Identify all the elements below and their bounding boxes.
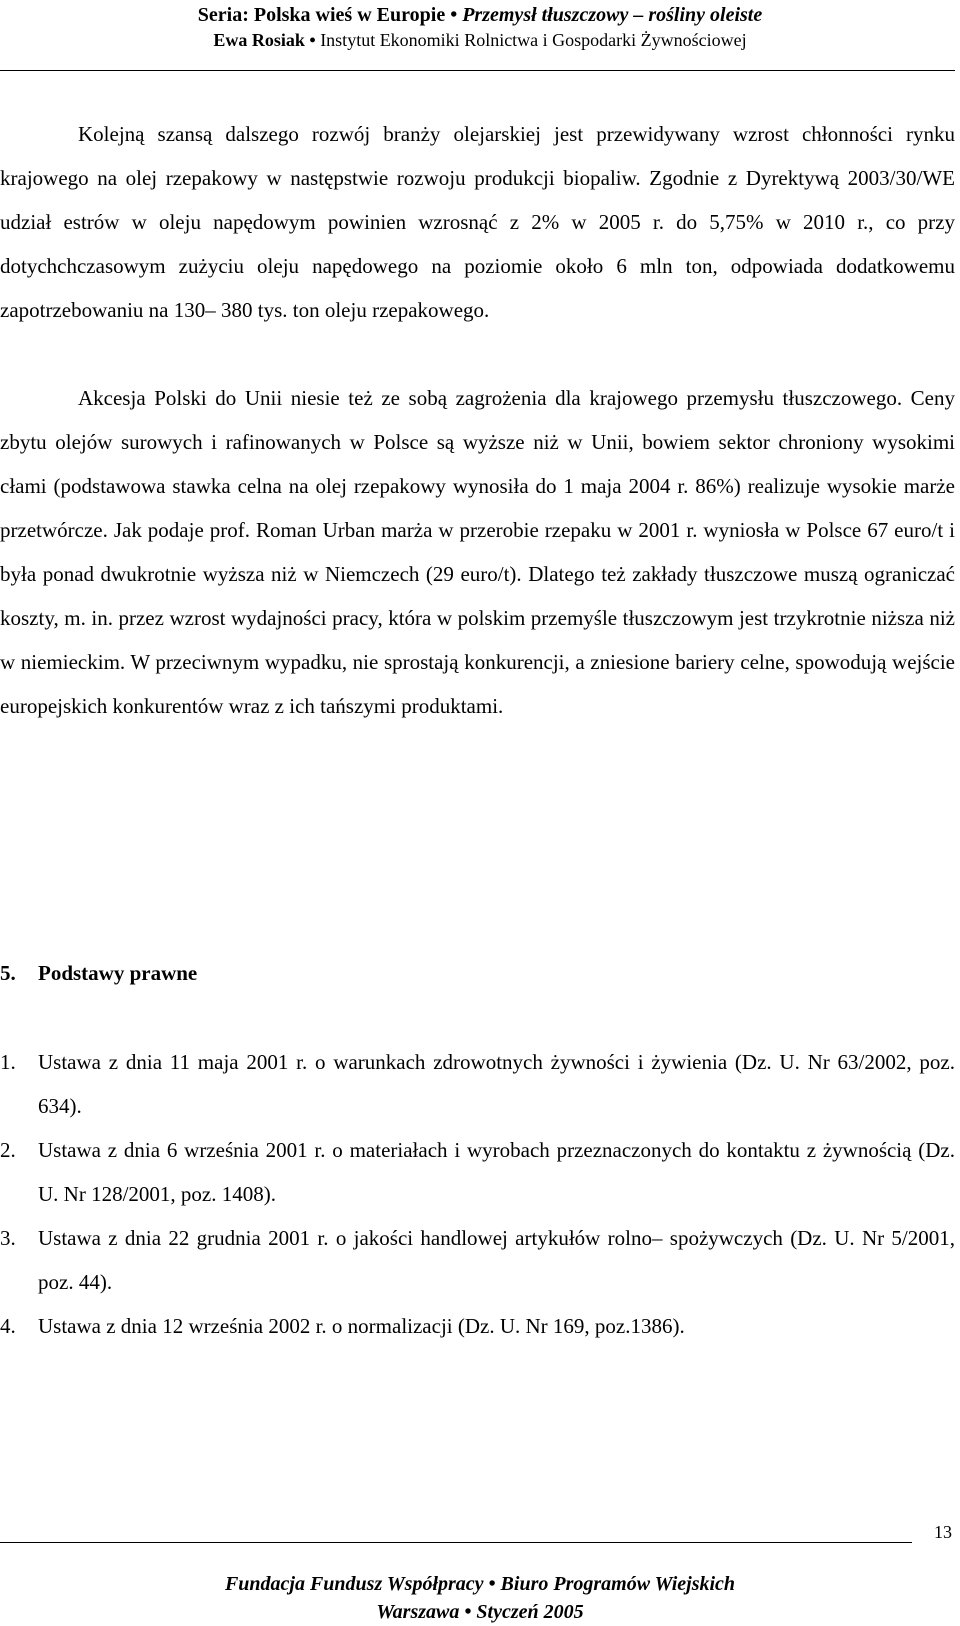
list-item-text: Ustawa z dnia 11 maja 2001 r. o warunkach zdrowotnych żywności i żywienia (Dz. U. Nr 63/2002, poz. 634). <box>38 1050 955 1118</box>
header-rule <box>0 70 955 71</box>
header-author: Ewa Rosiak <box>213 30 305 50</box>
list-item-text: Ustawa z dnia 12 września 2002 r. o normalizacji (Dz. U. Nr 169, poz.1386). <box>38 1314 685 1338</box>
page-number: 13 <box>934 1522 952 1542</box>
page-footer <box>0 1570 960 1626</box>
list-item-number: 2. <box>0 1138 16 1162</box>
header-series-label: Seria: Polska wieś w Europie <box>197 4 446 26</box>
header-series-topic: Przemysł tłuszczowy – rośliny oleiste <box>462 4 763 26</box>
list-item-number: 1. <box>0 1050 16 1074</box>
footer-rule <box>0 1542 912 1543</box>
list-item-number: 3. <box>0 1226 16 1250</box>
footer-line-1 <box>0 1570 960 1598</box>
list-item <box>0 1128 955 1216</box>
paragraph-eu-accession: Akcesja Polski do Unii niesie też ze sobą zagrożenia dla krajowego przemysłu tłuszczowego. Ceny zbytu olejów surowych i rafinowanych w Polsce są wyższe niż w Unii, bowiem sektor chroniony wysokimi cłami (podstawowa stawka celna na olej rzepakowy wynosiła do 1 maja 2004 r. 86%) realizuje wysokie marże przetwórcze. Jak podaje prof. Roman Urban marża w przerobie rzepaku w 2001 r. wyniosła w Polsce 67 euro/t i była ponad dwukrotnie wyższa niż w Niemczech (29 euro/t). Dlatego też zakłady tłuszczowe muszą ograniczać koszty, m. in. przez wzrost wydajności pracy, która w polskim przemyśle tłuszczowym jest trzykrotnie niższa niż w niemieckim. W przeciwnym wypadku, nie sprostają konkurencji, a zniesione bariery celne, spowodują wejście europejskich konkurentów wraz z ich tańszymi produktami. <box>0 386 955 718</box>
list-item <box>0 1304 955 1348</box>
section-title: Podstawy prawne <box>38 961 198 985</box>
footer-line-2 <box>0 1598 960 1626</box>
header-series-line <box>0 2 960 28</box>
footer-office: Biuro Programów Wiejskich <box>500 1573 736 1595</box>
section-number: 5. <box>0 961 16 985</box>
header-author-line <box>0 28 960 52</box>
header-institute: Instytut Ekonomiki Rolnictwa i Gospodarki Żywnościowej <box>320 30 747 50</box>
section-heading <box>0 958 197 988</box>
list-item-text: Ustawa z dnia 22 grudnia 2001 r. o jakości handlowej artykułów rolno– spożywczych (Dz. U. Nr 5/2001, poz. 44). <box>38 1226 955 1294</box>
footer-date: Styczeń 2005 <box>476 1601 584 1623</box>
list-item <box>0 1216 955 1304</box>
list-item-number: 4. <box>0 1314 16 1338</box>
footer-city: Warszawa <box>376 1601 460 1623</box>
footer-bullet: • <box>488 1573 496 1595</box>
paragraph-biofuels: Kolejną szansą dalszego rozwój branży olejarskiej jest przewidywany wzrost chłonności rynku krajowego na olej rzepakowy w następstwie rozwoju produkcji biopaliw. Zgodnie z Dyrektywą 2003/30/WE udział estrów w oleju napędowym powinien wzrosnąć z 2% w 2005 r. do 5,75% w 2010 r., co przy dotychchczasowym zużyciu oleju napędowego na poziomie około 6 mln ton, odpowiada dodatkowemu zapotrzebowaniu na 130– 380 tys. ton oleju rzepakowego. <box>0 122 955 322</box>
header-bullet: • <box>450 4 458 26</box>
footer-foundation: Fundacja Fundusz Współpracy <box>224 1573 484 1595</box>
list-item <box>0 1040 955 1128</box>
footer-bullet: • <box>464 1601 472 1623</box>
list-item-text: Ustawa z dnia 6 września 2001 r. o materiałach i wyrobach przeznaczonych do kontaktu z żywnością (Dz. U. Nr 128/2001, poz. 1408). <box>38 1138 955 1206</box>
law-list <box>0 1040 955 1348</box>
header-bullet: • <box>309 30 316 50</box>
